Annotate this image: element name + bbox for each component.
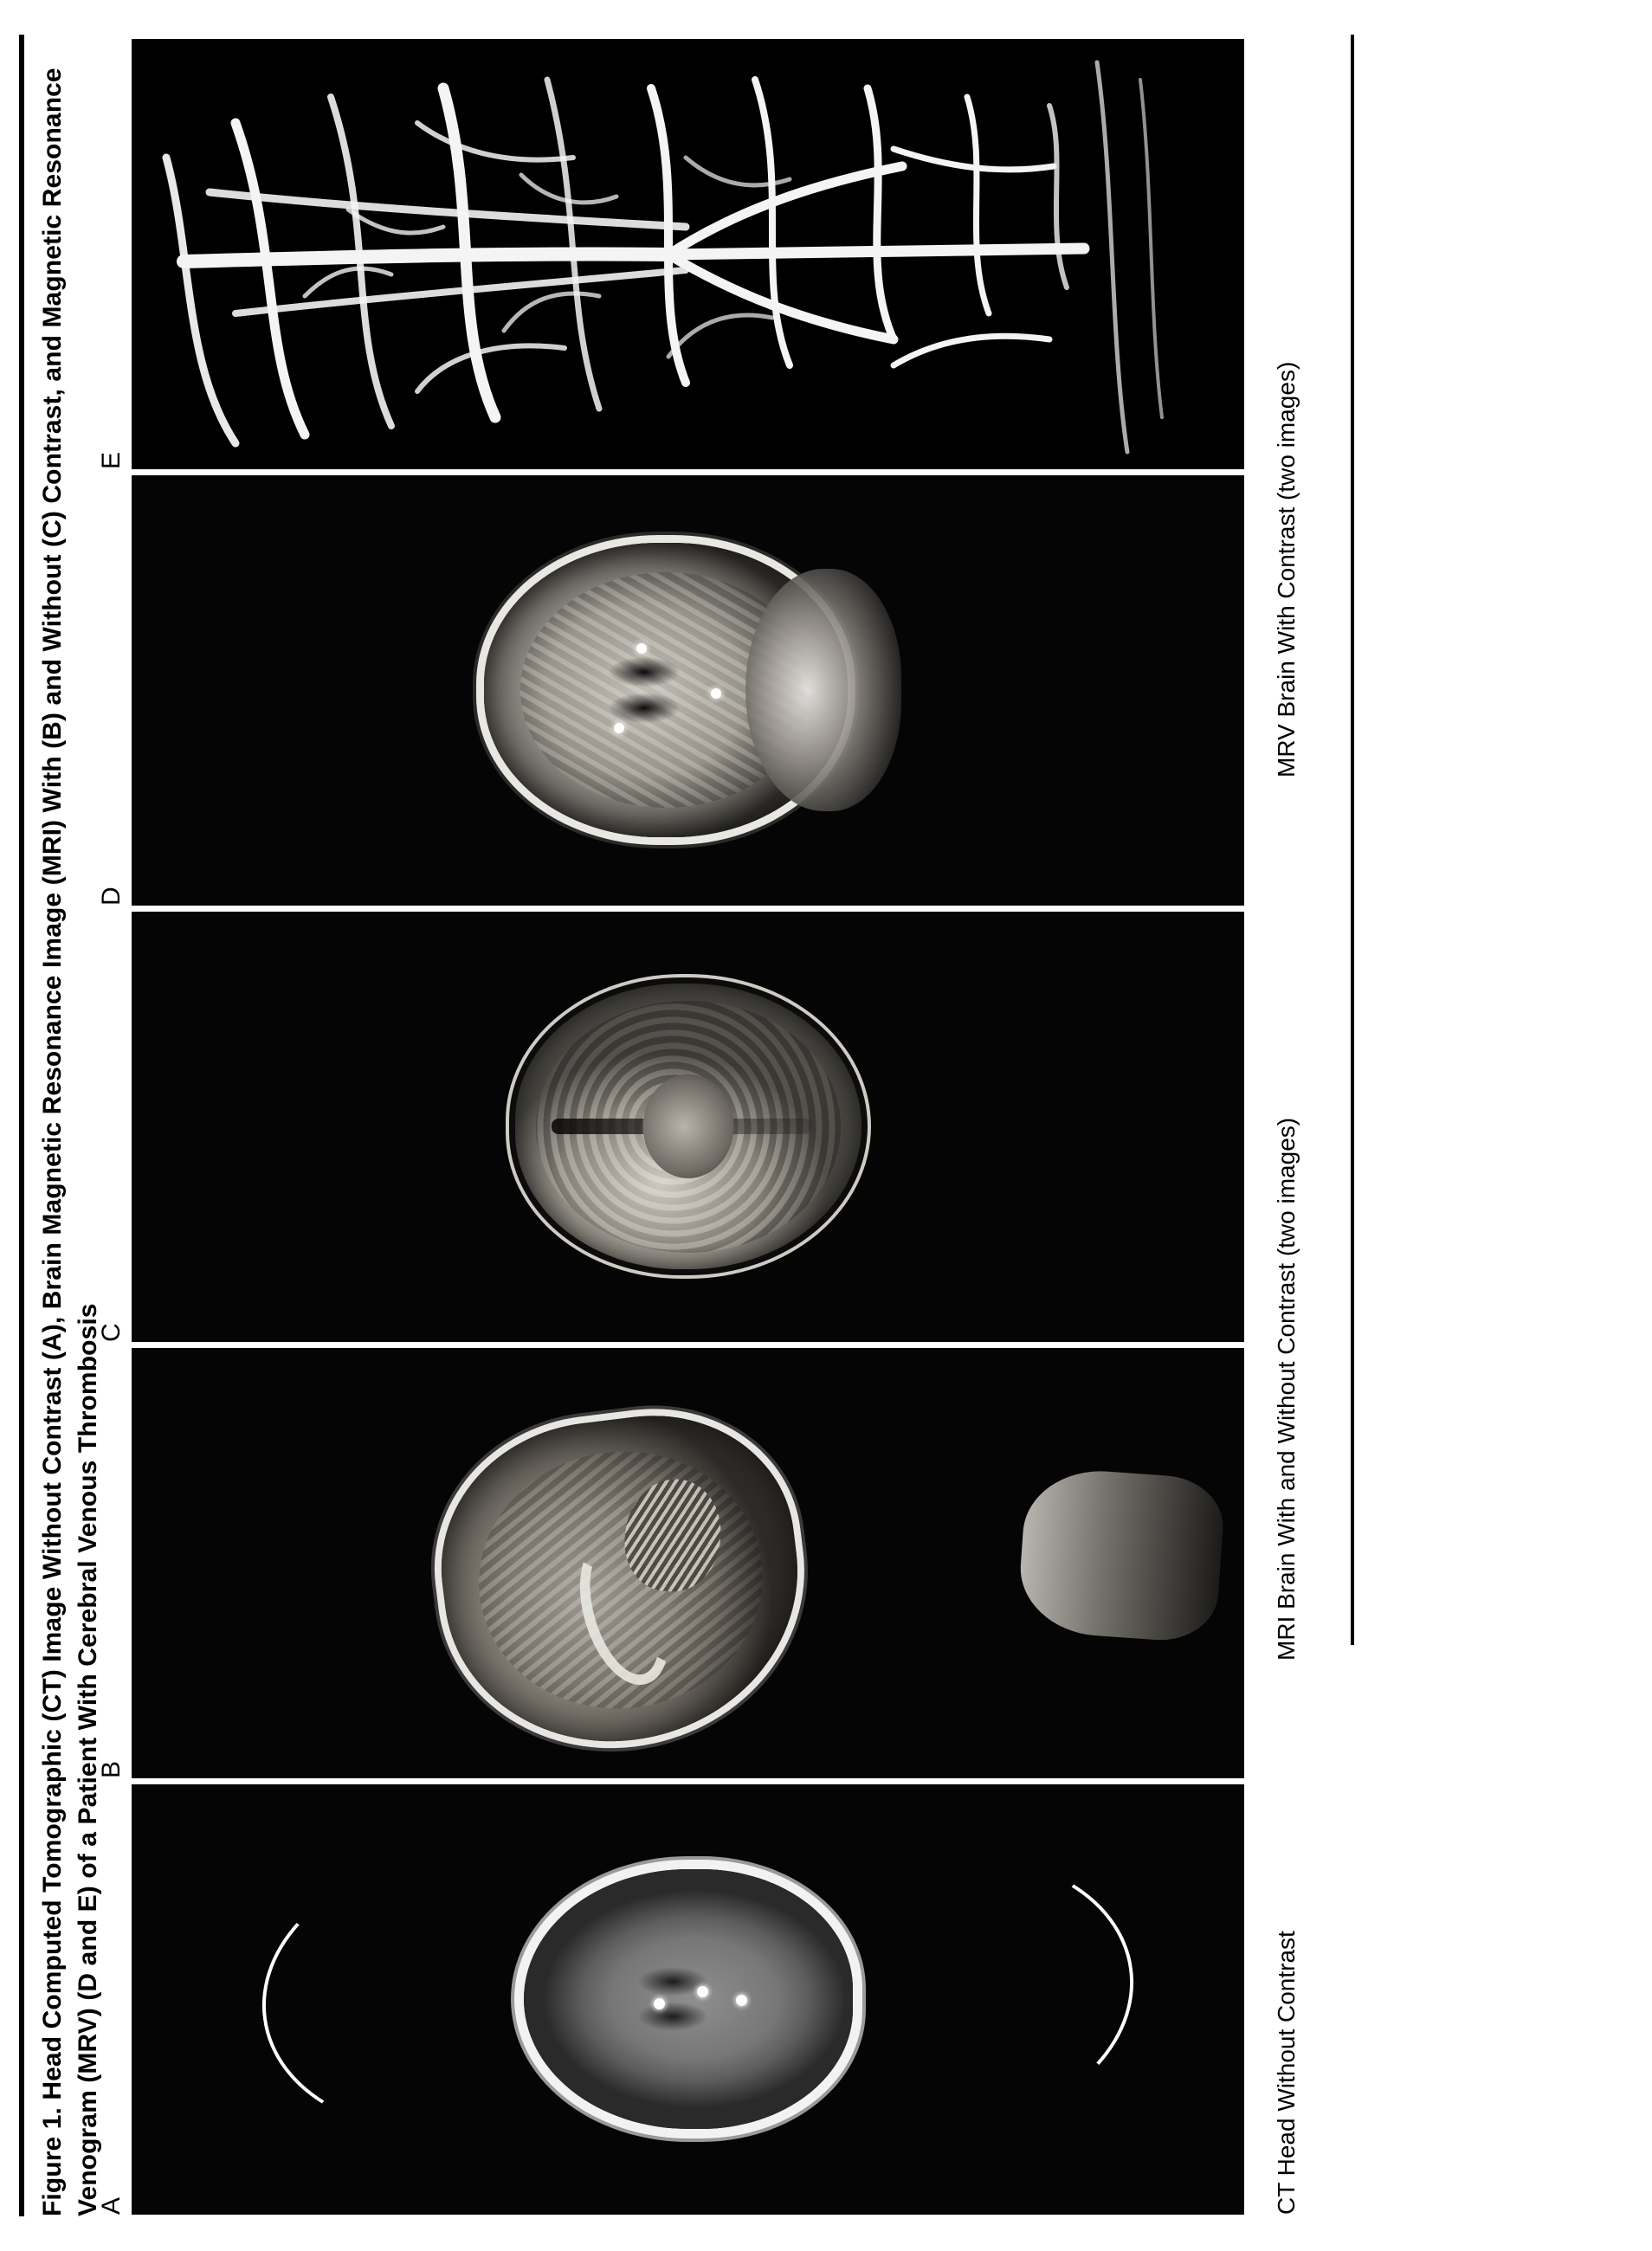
ct-scanner-arc-bottom [746,1832,1152,2156]
panel-letter-row [97,33,128,2215]
mri-midbrain [642,1075,733,1179]
panel-b-mri-sagittal [132,1348,1244,1778]
mrv-axial-image [132,475,1244,906]
figure-bottom-rule [1351,35,1354,1645]
figure-top-rule [19,35,24,2216]
mrv-axial-head [484,544,848,838]
panel-c-mri-axial-t2 [132,912,1244,1342]
mri-sagittal-head [425,1400,816,1761]
mri-axial-t2-image [132,912,1244,1342]
panel-letter-a: A [97,2196,126,2215]
mrv-enhancing-vessel-2 [636,644,647,655]
panel-letter-c: C [97,1323,126,1342]
group-label-mrv: MRV Brain With Contrast (two images) [1273,361,1300,777]
group-label-mri: MRI Brain With and Without Contrast (two images) [1273,1117,1300,1661]
ct-hyperdensity-1 [654,1999,665,2010]
ct-ventricles [626,1960,730,2040]
mrv-enhancing-vessel-1 [614,724,624,734]
mrv-venogram-image [132,39,1244,469]
figure-caption-line-2: Venogram (MRV) (D and E) of a Patient With Cerebral Venous Thrombosis [74,1303,103,2216]
mri-sagittal-image [132,1348,1244,1778]
mri-neck-soft-tissue [1016,1466,1227,1644]
panel-a-ct-head [132,1784,1244,2215]
panel-e-mrv-venogram [132,39,1244,469]
figure-panels [132,33,1244,2215]
figure-caption [35,52,106,2216]
group-label-ct: CT Head Without Contrast [1273,1931,1300,2215]
panel-group-labels [1273,33,1307,2215]
panel-d-mrv-axial [132,475,1244,906]
mri-axial-head [515,984,861,1270]
ct-hyperdensity-2 [697,1987,708,1998]
panel-letter-e: E [97,451,126,469]
panel-letter-b: B [97,1760,126,1778]
figure-caption-line-1: Figure 1. Head Computed Tomographic (CT) Image Without Contrast (A), Brain Magnetic Resonance Image (MRI) With (B) and Without (C) Contrast, and Magnetic Resonance [38,68,67,2216]
mrv-vessel-tree [132,39,1244,469]
ct-head-image [132,1784,1244,2215]
panel-letter-d: D [97,887,126,906]
mrv-skull-base [745,570,901,812]
ct-hyperdensity-3 [736,1996,747,2007]
ct-scanner-arc-top [244,1832,649,2156]
mrv-enhancing-vessel-3 [711,689,721,700]
